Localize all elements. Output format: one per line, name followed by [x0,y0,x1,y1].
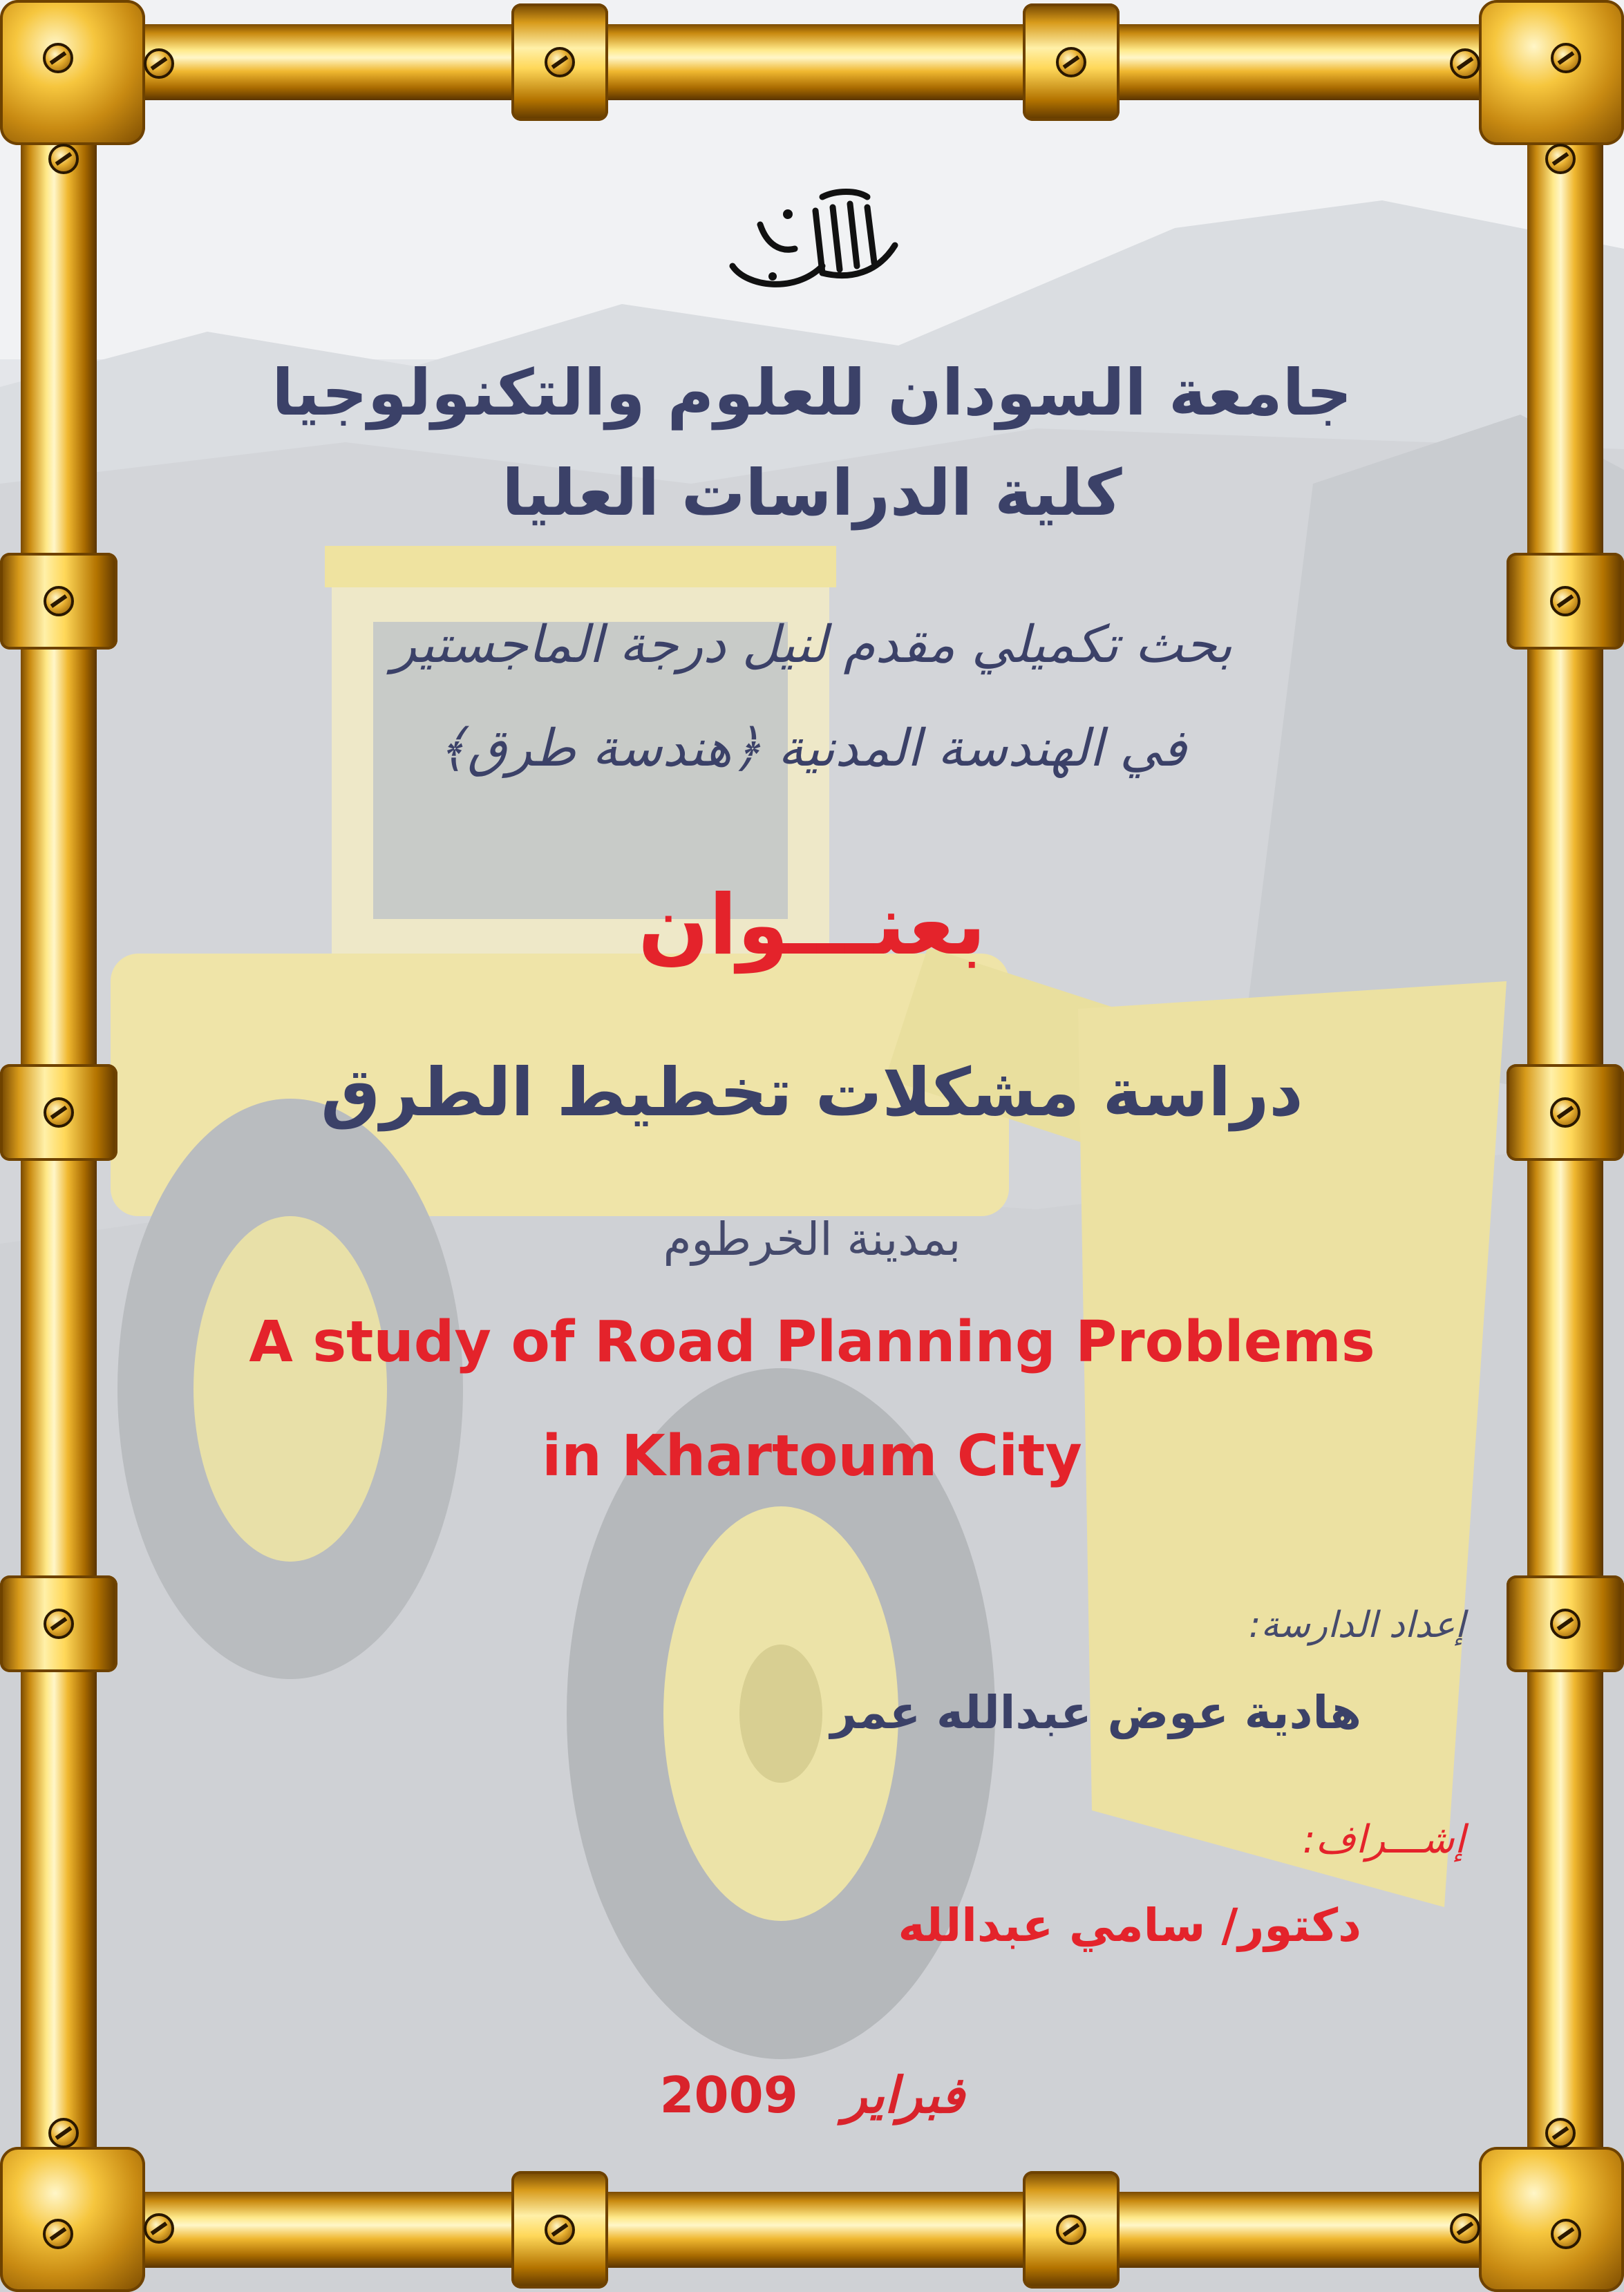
frame-corner-bottom-right [1479,2147,1624,2292]
frame-top-bar [104,24,1520,100]
screw-icon [1450,48,1480,79]
screw-icon [1056,2215,1086,2245]
college-name: كلية الدراسات العليا [502,456,1122,530]
frame-bottom-bar [104,2192,1520,2268]
thesis-subtitle-arabic: بمدينة الخرطوم [663,1213,961,1266]
screw-icon [545,2215,575,2245]
screw-icon [1450,2213,1480,2244]
screw-icon [545,47,575,77]
screw-icon [1550,1609,1580,1639]
entitled-label: بعنـــوان [638,878,986,974]
supervisor-name: دكتور/ سامي عبدالله [898,1899,1361,1952]
university-calligraphy-logo-icon [719,183,905,307]
frame-corner-top-left [0,0,145,145]
date-month: فبراير [842,2066,965,2124]
frame-corner-bottom-left [0,2147,145,2292]
submission-date [0,2066,1624,2124]
supervision-label: إشـــراف: [1302,1817,1465,1862]
screw-icon [44,586,74,616]
thesis-title-english-line2: in Khartoum City [542,1423,1082,1489]
screw-icon [43,43,73,73]
screw-icon [1550,586,1580,616]
frame-corner-top-right [1479,0,1624,145]
thesis-title-arabic: دراسة مشكلات تخطيط الطرق [321,1054,1303,1131]
thesis-title-english-line1: A study of Road Planning Problems [249,1309,1375,1375]
screw-icon [43,2219,73,2249]
screw-icon [144,2213,174,2244]
screw-icon [1551,43,1581,73]
screw-icon [1056,47,1086,77]
prepared-by-label: إعداد الدارسة: [1248,1604,1465,1646]
screw-icon [48,144,79,174]
screw-icon [1545,144,1576,174]
department-statement: في الهندسة المدنية ﴿هندسة طرق﴾ [437,719,1187,778]
screw-icon [44,1609,74,1639]
date-year: 2009 [659,2066,798,2124]
student-name: هادية عوض عبدالله عمر [830,1686,1361,1739]
screw-icon [1551,2219,1581,2249]
screw-icon [144,48,174,79]
university-name: جامعة السودان للعلوم والتكنولوجيا [272,356,1352,430]
degree-statement: بحث تكميلي مقدم لنيل درجة الماجستير [391,615,1233,674]
